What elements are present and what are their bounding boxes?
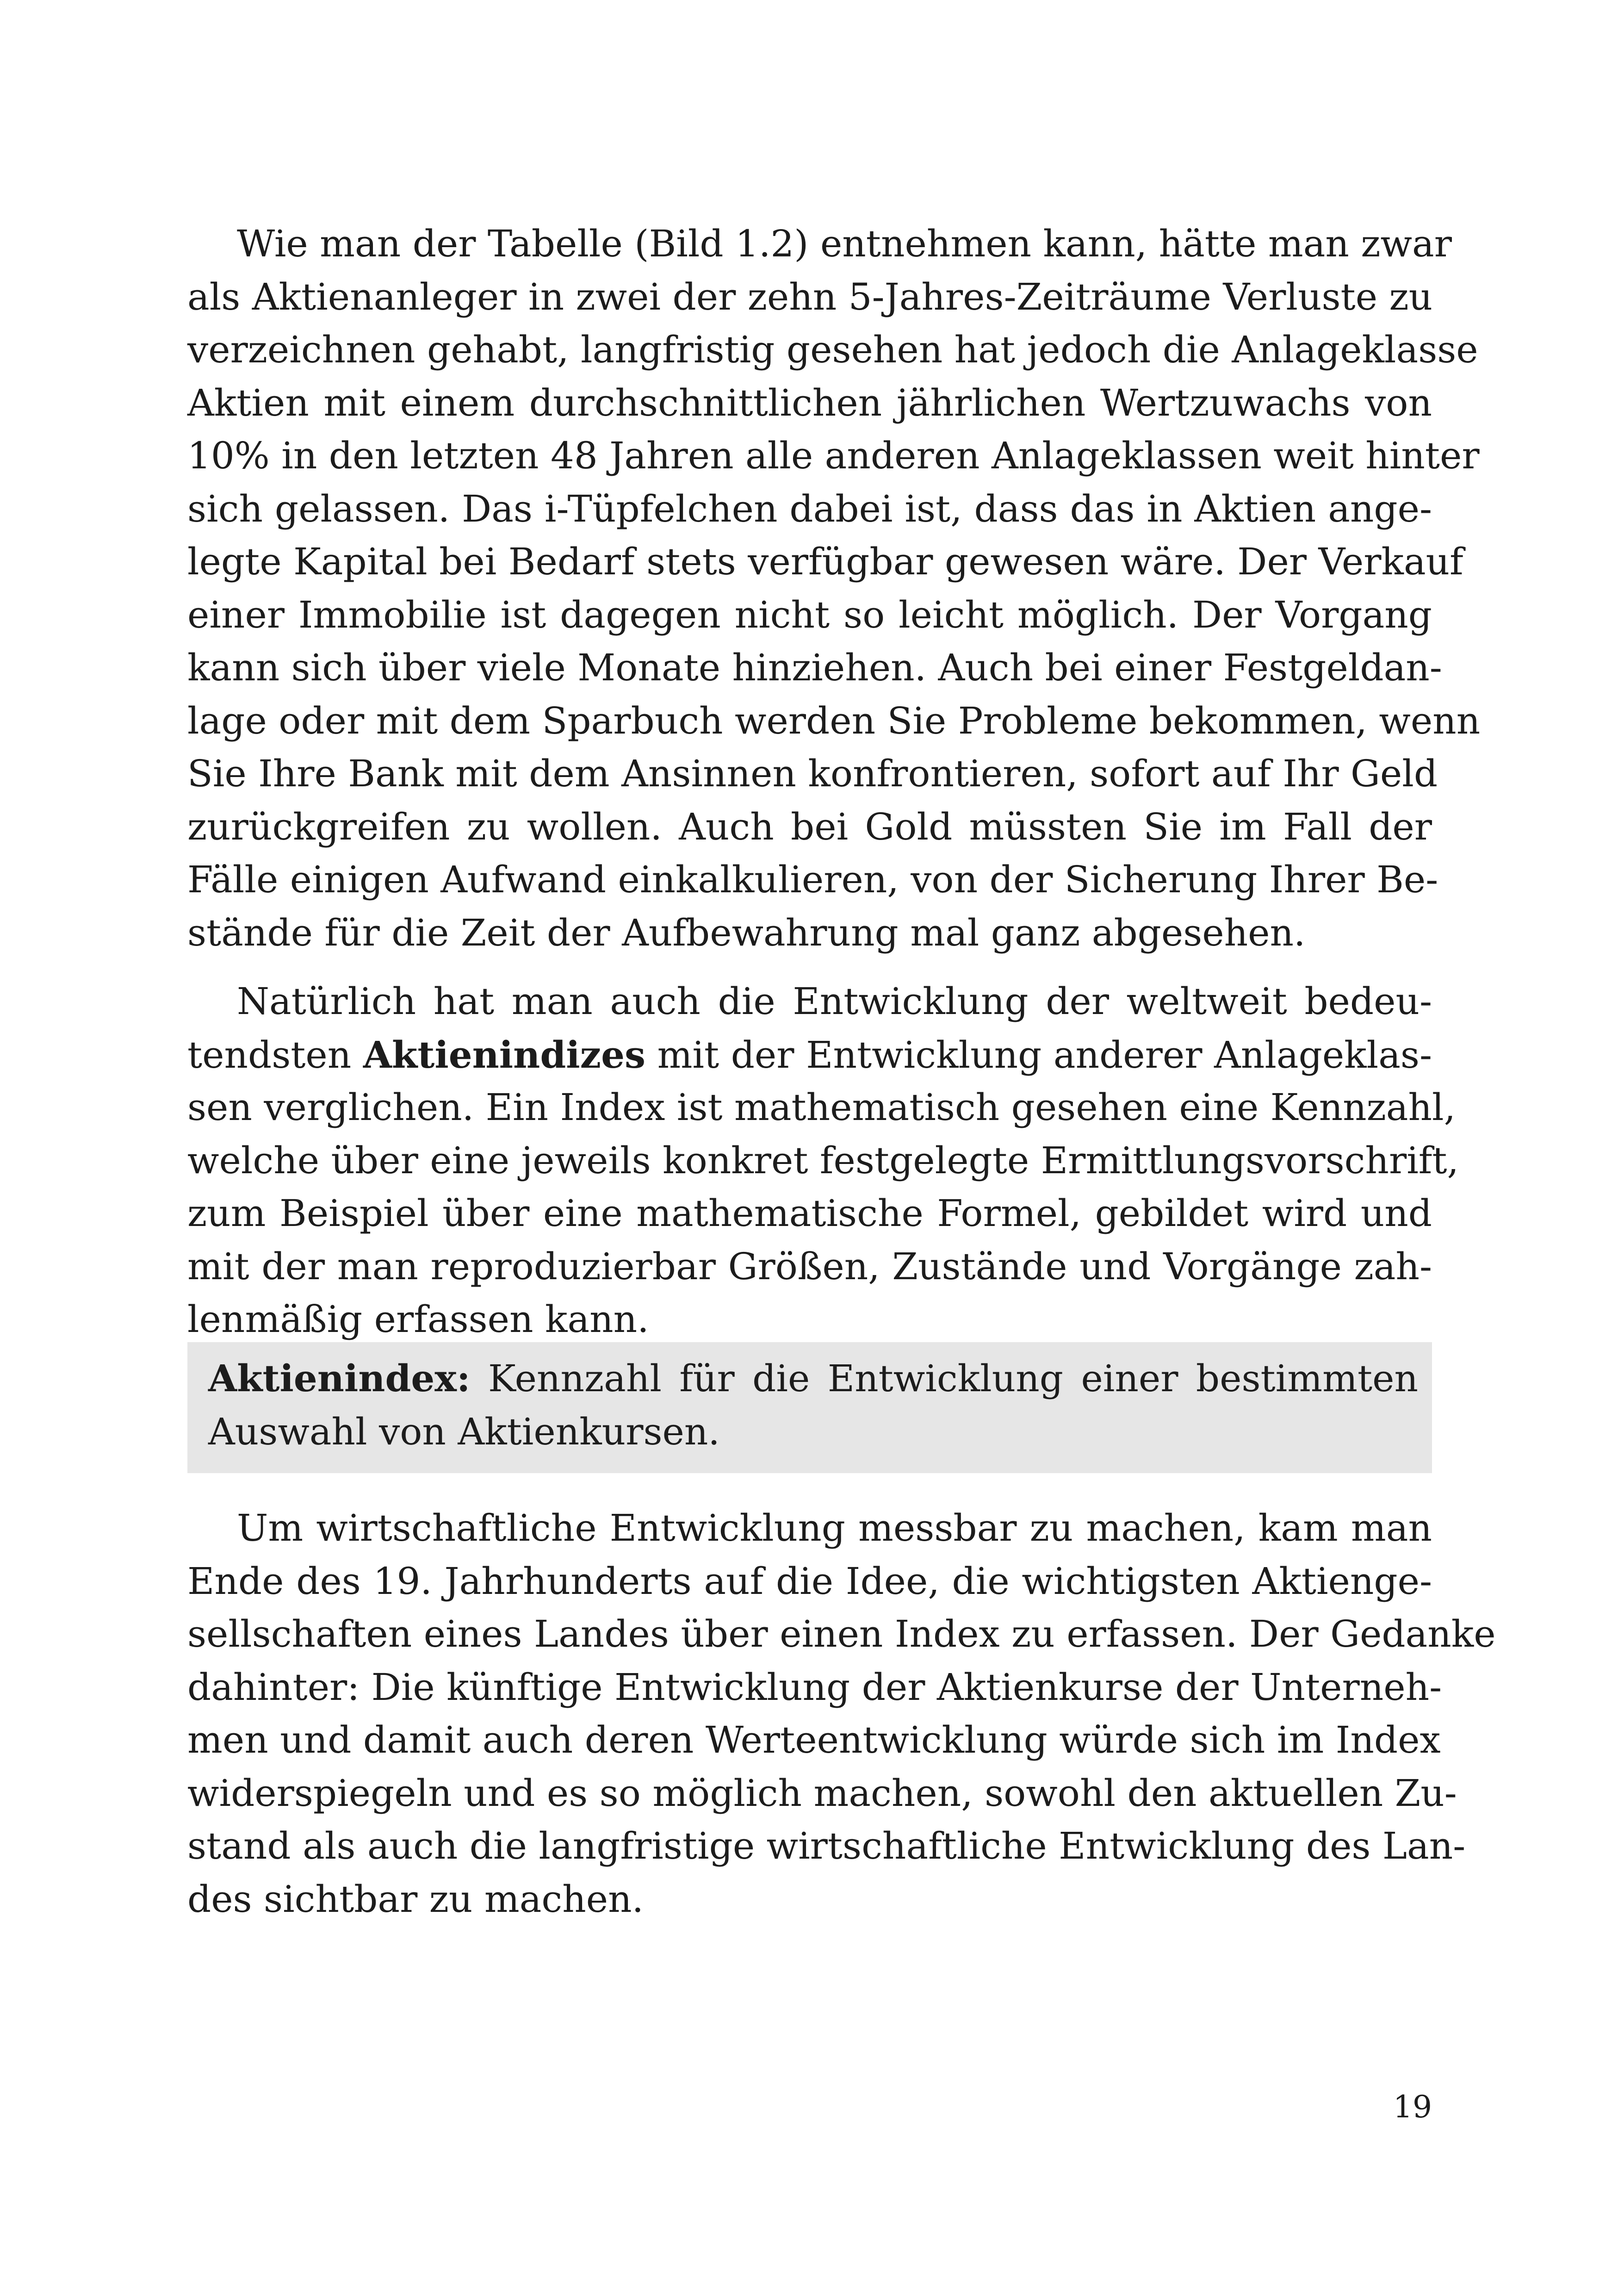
text-line: des sichtbar zu machen. — [187, 1877, 644, 1921]
text-line: legte Kapital bei Bedarf stets verfügbar gewesen wäre. Der Verkauf — [187, 540, 1463, 583]
text-segment: mit der Entwicklung anderer Anlageklas- — [645, 1033, 1432, 1076]
text-line: stände für die Zeit der Aufbewahrung mal ganz abgesehen. — [187, 911, 1306, 954]
text-line: zum Beispiel über eine mathematische Formel, gebildet wird und — [187, 1192, 1432, 1235]
page-number: 19 — [1393, 2089, 1432, 2125]
text-line: lenmäßig erfassen kann. — [187, 1298, 649, 1341]
text-line: verzeichnen gehabt, langfristig gesehen hat jedoch die Anlageklasse — [187, 328, 1478, 371]
text-line: kann sich über viele Monate hinziehen. Auch bei einer Festgeldan- — [187, 646, 1442, 689]
text-line: men und damit auch deren Werteentwicklung würde sich im Index — [187, 1718, 1441, 1761]
text-line: Um wirtschaftliche Entwicklung messbar zu machen, kam man — [237, 1506, 1432, 1549]
text-line: Natürlich hat man auch die Entwicklung der weltweit bedeu- — [237, 980, 1432, 1023]
text-line: welche über eine jeweils konkret festgelegte Ermittlungsvorschrift, — [187, 1139, 1459, 1182]
definition-term: Aktienindex: — [208, 1356, 471, 1400]
definition-box — [187, 1342, 1432, 1473]
paragraph-3 — [187, 1502, 1496, 1926]
text-line: Wie man der Tabelle (Bild 1.2) entnehmen kann, hätte man zwar — [237, 222, 1452, 265]
text-line: Auswahl von Aktienkursen. — [208, 1410, 720, 1453]
text-line: widerspiegeln und es so möglich machen, sowohl den aktuellen Zu- — [187, 1771, 1457, 1815]
definition-body: Kennzahl für die Entwicklung einer bestimmten — [470, 1357, 1418, 1400]
text-line: lage oder mit dem Sparbuch werden Sie Probleme bekommen, wenn — [187, 699, 1481, 742]
text-line: sen verglichen. Ein Index ist mathematisch gesehen eine Kennzahl, — [187, 1086, 1456, 1129]
text-line: Fälle einigen Aufwand einkalkulieren, von der Sicherung Ihrer Be- — [187, 858, 1438, 901]
text-line — [187, 1028, 1432, 1082]
text-line: 10% in den letzten 48 Jahren alle anderen Anlageklassen weit hinter — [187, 434, 1480, 477]
text-segment: tendsten — [187, 1033, 363, 1076]
text-line: als Aktienanleger in zwei der zehn 5-Jahres-Zeiträume Verluste zu — [187, 275, 1433, 318]
bold-term-aktienindizes: Aktienindizes — [363, 1033, 646, 1076]
text-line: sellschaften eines Landes über einen Index zu erfassen. Der Gedanke — [187, 1612, 1496, 1655]
text-line: stand als auch die langfristige wirtschaftliche Entwicklung des Lan- — [187, 1824, 1466, 1867]
text-line: zurückgreifen zu wollen. Auch bei Gold müssten Sie im Fall der — [187, 805, 1432, 848]
paragraph-1 — [187, 218, 1481, 959]
text-line: Ende des 19. Jahrhunderts auf die Idee, die wichtigsten Aktienge- — [187, 1559, 1432, 1603]
text-line: dahinter: Die künftige Entwicklung der Aktienkurse der Unterneh- — [187, 1665, 1442, 1709]
text-line: Aktien mit einem durchschnittlichen jährlichen Wertzuwachs von — [187, 381, 1432, 424]
definition-text — [208, 1351, 1418, 1459]
text-line: sich gelassen. Das i-Tüpfelchen dabei ist, dass das in Aktien ange- — [187, 487, 1432, 530]
paragraph-2 — [187, 975, 1459, 1346]
text-line: Sie Ihre Bank mit dem Ansinnen konfrontieren, sofort auf Ihr Geld — [187, 752, 1438, 795]
text-line — [208, 1351, 1418, 1405]
text-line: einer Immobilie ist dagegen nicht so leicht möglich. Der Vorgang — [187, 593, 1432, 636]
text-line: mit der man reproduzierbar Größen, Zustände und Vorgänge zah- — [187, 1244, 1432, 1288]
